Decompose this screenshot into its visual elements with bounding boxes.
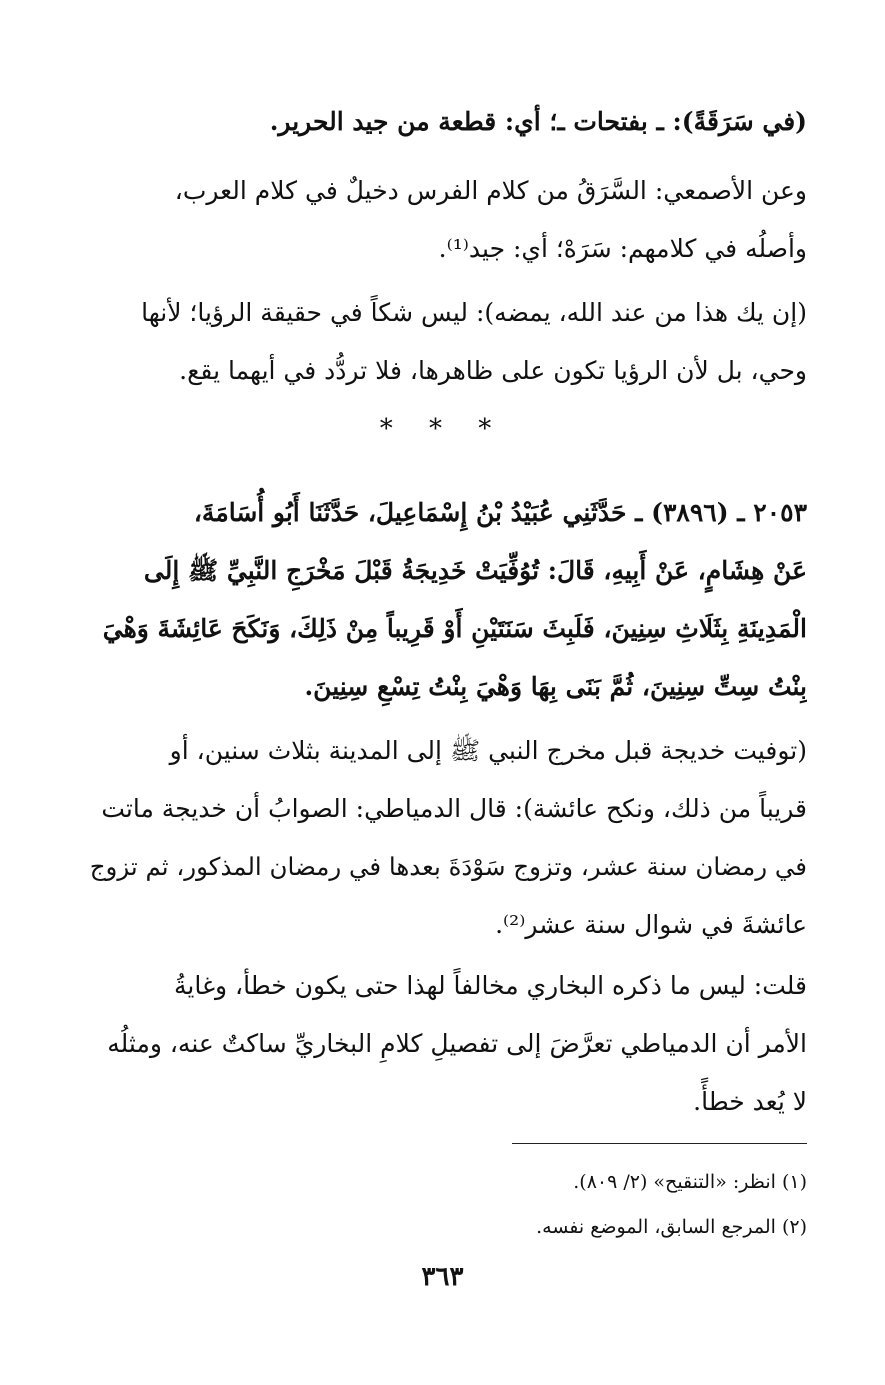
text-line: (توفيت خديجة قبل مخرج النبي ﷺ إلى المدينة بثلاث سنين، أو bbox=[169, 736, 807, 765]
text-line: لا يُعد خطأً. bbox=[693, 1087, 807, 1116]
footnote-divider bbox=[512, 1143, 807, 1144]
text-line: عائشةَ في شوال سنة عشر⁽²⁾. bbox=[495, 910, 807, 939]
hadith-line: بِنْتُ سِتِّ سِنِينَ، ثُمَّ بَنَى بِهَا وَهْيَ بِنْتُ تِسْعِ سِنِينَ. bbox=[304, 672, 807, 701]
paragraph-dream bbox=[77, 284, 807, 400]
paragraph-comment bbox=[77, 957, 807, 1131]
paragraph-sarqa bbox=[77, 93, 807, 151]
hadith-line: الْمَدِينَةِ بِثَلَاثِ سِنِينَ، فَلَبِثَ سَنَتَيْنِ أَوْ قَرِيباً مِنْ ذَلِكَ، وَنَكَحَ عَائِشَةَ وَهْيَ bbox=[102, 614, 807, 643]
paragraph-asmai bbox=[77, 162, 807, 278]
text-line: قريباً من ذلك، ونكح عائشة): قال الدمياطي: الصوابُ أن خديجة ماتت bbox=[101, 794, 807, 823]
paragraph-khadija bbox=[77, 722, 807, 954]
page-number: ٣٦٣ bbox=[421, 1262, 464, 1292]
text-line: في رمضان سنة عشر، وتزوج سَوْدَةَ بعدها في رمضان المذكور، ثم تزوج bbox=[89, 852, 807, 881]
hadith-line: ٢٠٥٣ ـ (٣٨٩٦) ـ حَدَّثَنِي عُبَيْدُ بْنُ إِسْمَاعِيلَ، حَدَّثَنَا أَبُو أُسَامَةَ، bbox=[193, 498, 807, 527]
section-separator: * * * bbox=[379, 414, 506, 444]
hadith-line: عَنْ هِشَامٍ، عَنْ أَبِيهِ، قَالَ: تُوُفِّيَتْ خَدِيجَةُ قَبْلَ مَخْرَجِ النَّبِيِّ ﷺ إِلَى bbox=[143, 556, 807, 585]
footnote-2: (٢) المرجع السابق، الموضع نفسه. bbox=[536, 1216, 807, 1238]
text-line: الأمر أن الدمياطي تعرَّضَ إلى تفصيلِ كلامِ البخاريِّ ساكتٌ عنه، ومثلُه bbox=[107, 1029, 807, 1058]
text-line: وعن الأصمعي: السَّرَقُ من كلام الفرس دخيلٌ في كلام العرب، bbox=[174, 176, 807, 205]
text-line: وحي، بل لأن الرؤيا تكون على ظاهرها، فلا تردُّد في أيهما يقع. bbox=[179, 356, 807, 385]
text-line: وأصلُه في كلامهم: سَرَهْ؛ أي: جيد⁽¹⁾. bbox=[438, 234, 807, 263]
text-line: (في سَرَقَةً): ـ بفتحات ـ؛ أي: قطعة من جيد الحرير. bbox=[269, 107, 807, 136]
footnote-1: (١) انظر: «التنقيح» (٢/ ٨٠٩). bbox=[573, 1171, 807, 1193]
text-line: (إن يك هذا من عند الله، يمضه): ليس شكاً في حقيقة الرؤيا؛ لأنها bbox=[141, 298, 807, 327]
hadith-text bbox=[77, 484, 807, 716]
text-line: قلت: ليس ما ذكره البخاري مخالفاً لهذا حتى يكون خطأ، وغايةُ bbox=[173, 971, 807, 1000]
